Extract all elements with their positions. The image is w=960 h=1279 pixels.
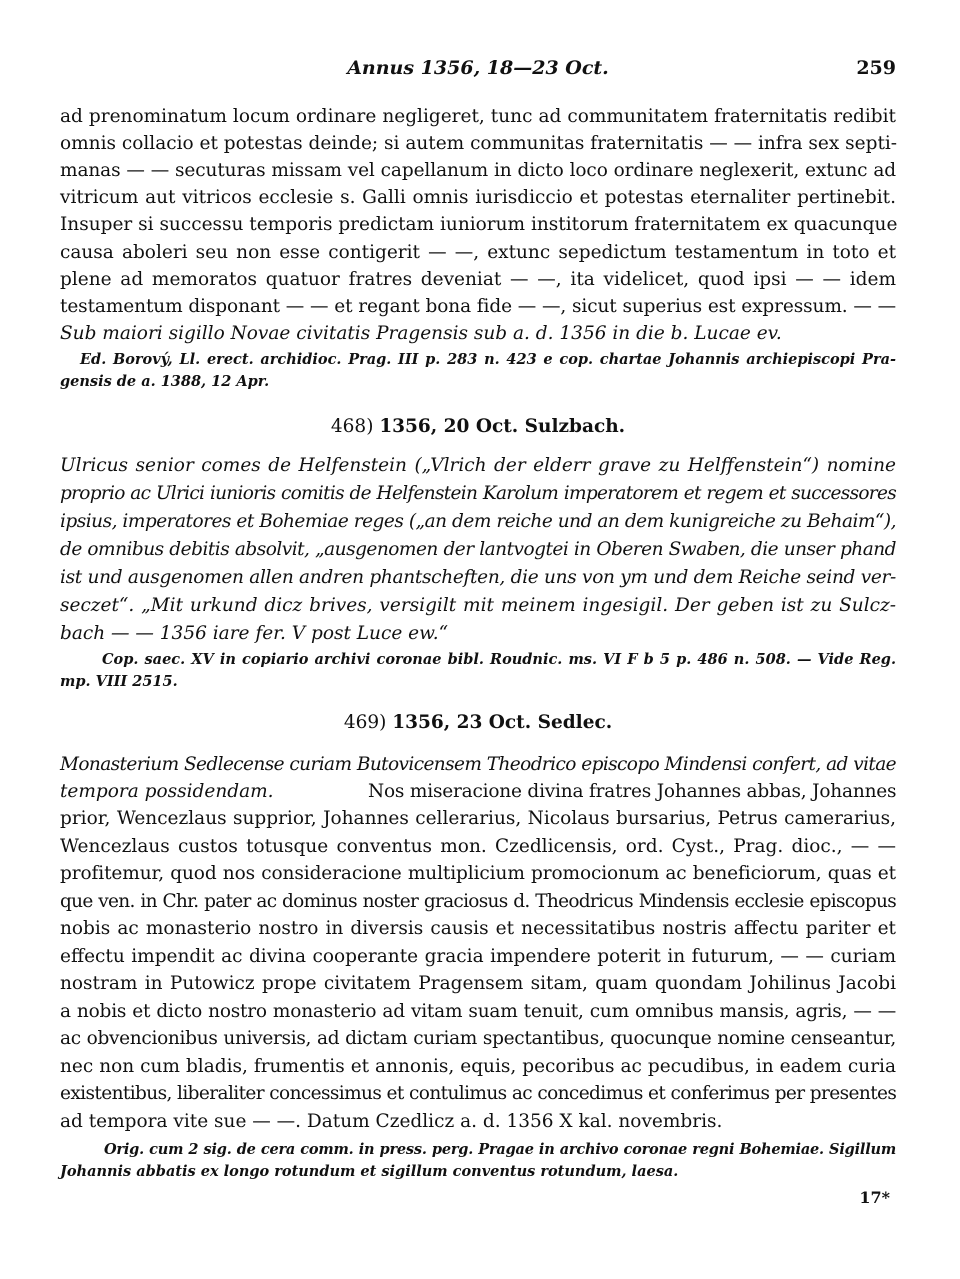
page-number: 259 — [856, 57, 896, 79]
text-line: nostram in Putowicz prope civitatem Pragensem sitam, quam quondam Johilinus Jacobi — [60, 973, 896, 994]
regest-line: Monasterium Sedlecense curiam Butovicensem Theodrico episcopo Mindensi confert, ad vitae — [60, 754, 896, 775]
text-line: omnis collacio et potestas deinde; si autem communitas fraternitatis — — infra sex septi- — [60, 133, 898, 154]
source-note-line: mp. VIII 2515. — [60, 673, 178, 690]
text-line: causa aboleri seu non esse contigerit — —, extunc sepedictum testamentum in toto et — [60, 242, 896, 263]
regest-line: seczet“. „Mit urkund dicz brives, versigilt mit meinem ingesigil. Der geben ist zu Sulcz- — [60, 595, 896, 616]
regest-line: de omnibus debitis absolvit, „ausgenomen der lantvogtei in Oberen Swaben, die unser phand — [60, 539, 896, 560]
regest-line: ipsius, imperatores et Bohemiae reges („an dem reiche und an dem kunigreiche zu Behaim“), — [60, 511, 896, 532]
text-line: profitemur, quod nos consideracione multiplicium promocionum ac beneficiorum, quas et — [60, 863, 896, 884]
source-note-line: Johannis abbatis ex longo rotundum et sigillum conventus rotundum, laesa. — [60, 1163, 679, 1180]
running-head: Annus 1356, 18—23 Oct. — [347, 57, 609, 79]
source-note-line: gensis de a. 1388, 12 Apr. — [60, 373, 270, 390]
text-line: a nobis et dicto nostro monasterio ad vitam suam tenuit, cum omnibus mansis, agris, — — — [60, 1001, 896, 1022]
regest-line: ist und ausgenomen allen andren phantscheften, die uns von ym und dem Reiche seind ver- — [60, 567, 896, 588]
doc-heading-469 — [60, 710, 896, 736]
text-line: que ven. in Chr. pater ac dominus noster graciosus d. Theodricus Mindensis ecclesie episcopus — [60, 891, 896, 912]
regest-line: proprio ac Ulrici iunioris comitis de Helfenstein Karolum imperatorem et regem et successores — [60, 483, 896, 504]
signature-mark: 17* — [859, 1188, 890, 1207]
text-line: ad tempora vite sue — —. Datum Czedlicz a. d. 1356 X kal. novembris. — [60, 1111, 723, 1132]
doc-heading-468 — [60, 414, 896, 440]
text-line: prior, Wencezlaus supprior, Johannes cellerarius, Nicolaus bursarius, Petrus camerarius, — [60, 808, 896, 829]
text-line: nobis ac monasterio nostro in diversis causis et necessitatibus nostris affectu pariter et — [60, 918, 896, 939]
doc-number: 469) — [343, 712, 393, 733]
page-header — [60, 57, 896, 83]
regest-line: bach — — 1356 iare fer. V post Luce ew.“ — [60, 623, 449, 644]
text-line: Nos miseracione divina fratres Johannes abbas, Johannes — [368, 781, 897, 802]
text-line: vitricum aut vitricos ecclesie s. Galli omnis iurisdiccio et potestas eternaliter pertinebit. — [60, 187, 896, 208]
text-line: ad prenominatum locum ordinare negligeret, tunc ad communitatem fraternitatis redibit — [60, 106, 896, 127]
regest-line: Ulricus senior comes de Helfenstein („Vlrich der elderr grave zu Helffenstein“) nomine — [60, 455, 896, 476]
text-line: nec non cum bladis, frumentis et annonis, equis, pecoribus ac pecudibus, in eadem curia — [60, 1056, 896, 1077]
text-line: existentibus, liberaliter concessimus et contulimus ac concedimus et conferimus per presentes — [60, 1083, 897, 1104]
text-line: effectu impendit ac divina cooperante gracia impendere poterit in futurum, — — curiam — [60, 946, 896, 967]
source-note-line: Ed. Borový, Ll. erect. archidioc. Prag. III p. 283 n. 423 e cop. chartae Johannis archiepiscopi Pra- — [80, 351, 896, 368]
doc-date-place: 1356, 23 Oct. Sedlec. — [392, 712, 613, 733]
text-line: ac obvencionibus universis, ad dictam curiam spectantibus, quocunque nomine censeantur, — [60, 1028, 896, 1049]
regest-line: tempora possidendam. — [60, 781, 274, 802]
doc-date-place: 1356, 20 Oct. Sulzbach. — [379, 416, 626, 437]
source-note-line: Orig. cum 2 sig. de cera comm. in press. perg. Pragae in archivo coronae regni Bohemiae. Sigillum — [104, 1141, 896, 1158]
source-note-line: Cop. saec. XV in copiario archivi coronae bibl. Roudnic. ms. VI F b 5 p. 486 n. 508. — Vide Reg. — [102, 651, 896, 668]
text-line: Insuper si successu temporis predictam iuniorum institorum fraternitatem ex quacunque — [60, 214, 898, 235]
text-line: testamentum disponant — — et regant bona fide — —, sicut superius est expressum. — — — [60, 296, 896, 317]
text-line: manas — — secuturas missam vel capellanum in dicto loco ordinare neglexerit, extunc ad — [60, 160, 896, 181]
seal-line: Sub maiori sigillo Novae civitatis Pragensis sub a. d. 1356 in die b. Lucae ev. — [60, 323, 782, 344]
doc-number: 468) — [330, 416, 380, 437]
text-line: plene ad memoratos quatuor fratres deveniat — —, ita videlicet, quod ipsi — — idem — [60, 269, 896, 290]
text-line: Wencezlaus custos totusque conventus mon. Czedlicensis, ord. Cyst., Prag. dioc., — — — [60, 836, 896, 857]
